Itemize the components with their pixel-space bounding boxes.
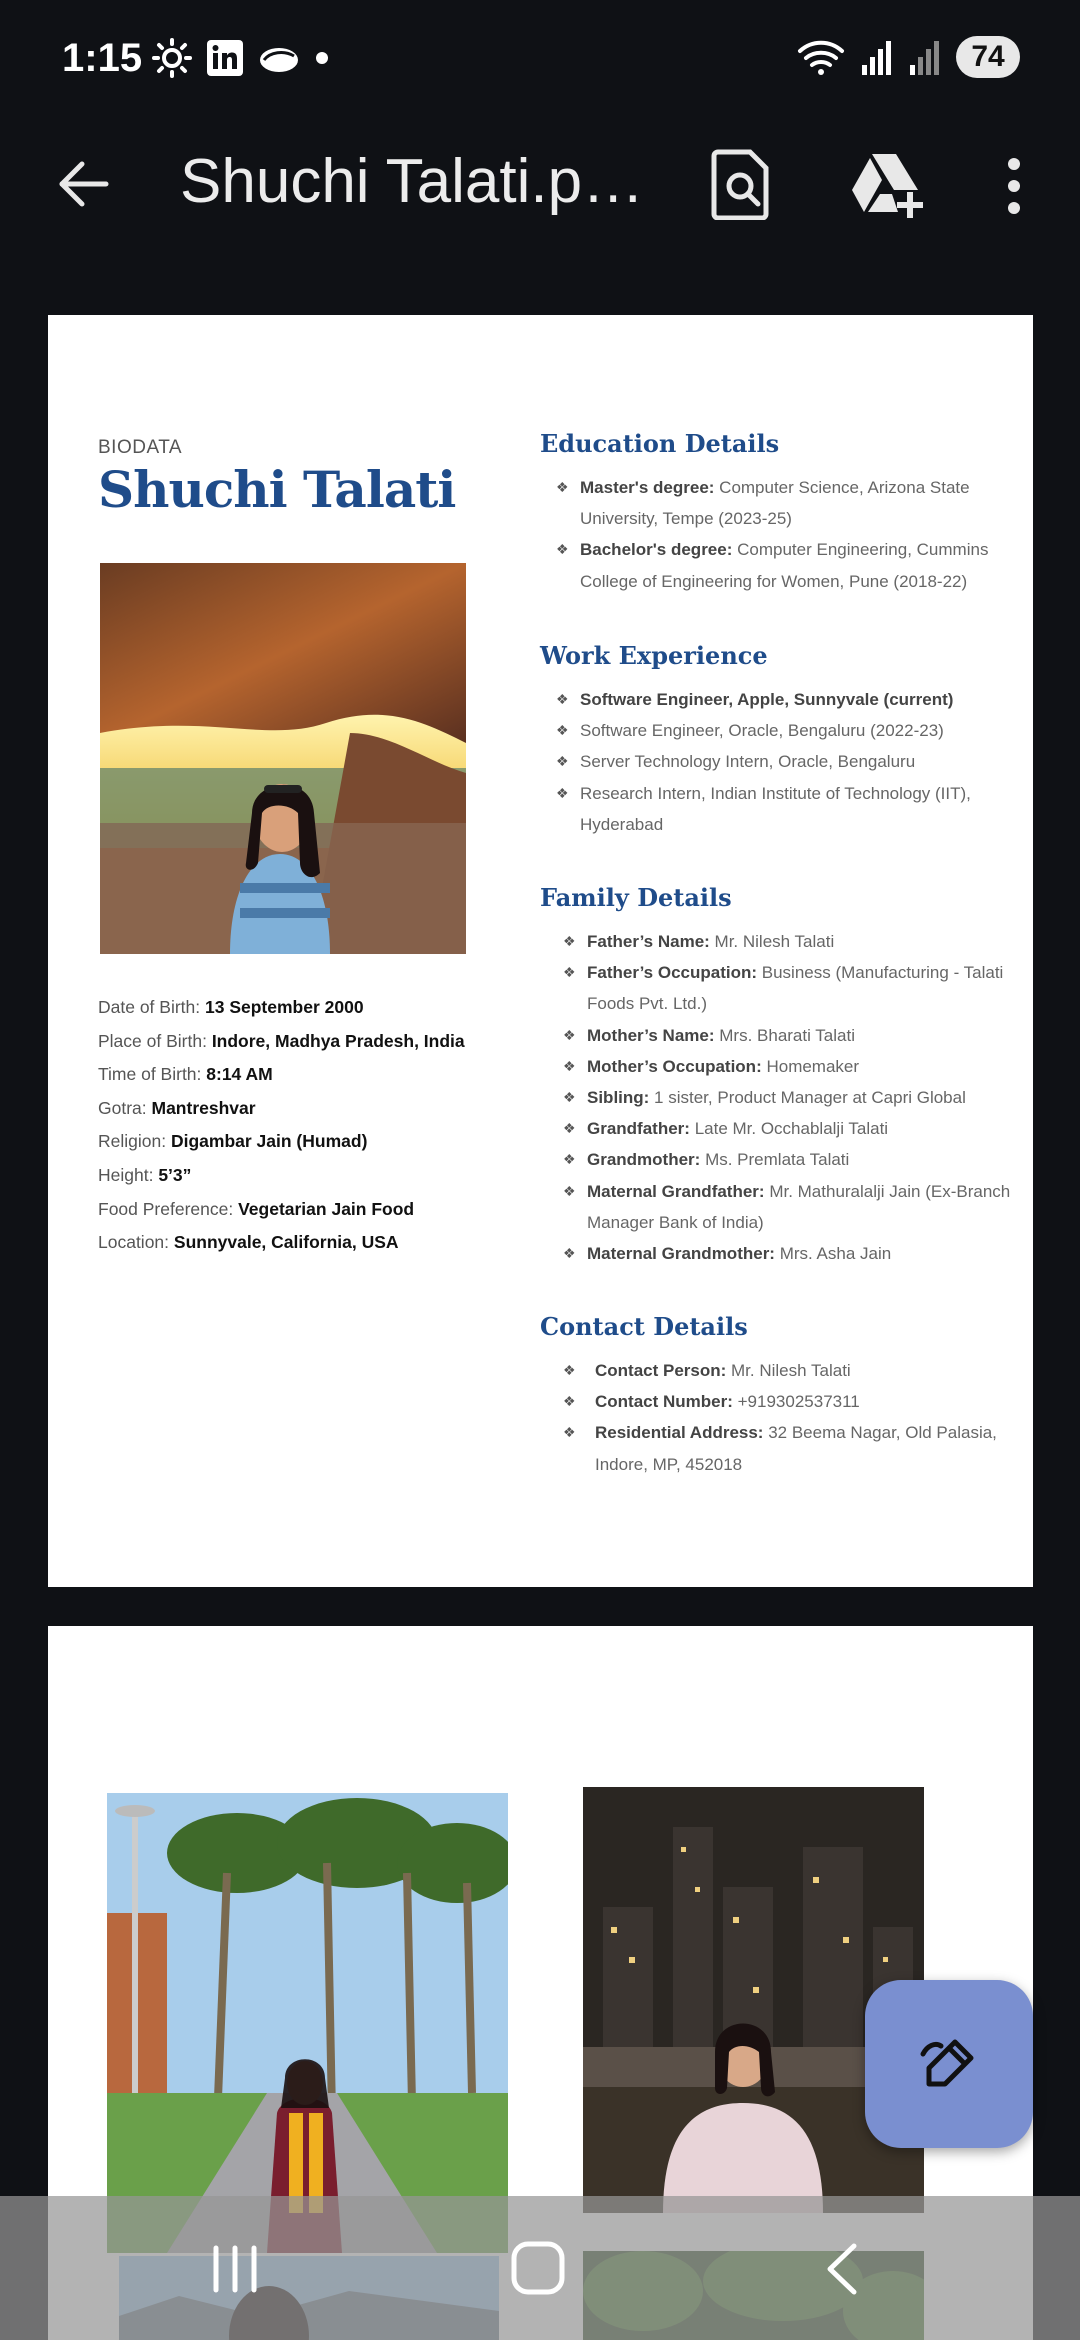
education-list (556, 472, 1016, 597)
contact-title: Contact Details (540, 1312, 748, 1341)
education-title: Education Details (540, 429, 780, 458)
list-item: ❖ Sibling: 1 sister, Product Manager at Capri Global (563, 1082, 1018, 1113)
info-row-pob: Place of Birth: Indore, Madhya Pradesh, India (98, 1030, 465, 1051)
home-icon[interactable] (510, 2240, 566, 2296)
annotate-fab[interactable] (865, 1980, 1033, 2148)
pdf-page-1[interactable] (48, 315, 1033, 1587)
list-item: ❖ Father’s Name: Mr. Nilesh Talati (563, 926, 1018, 957)
list-item: ❖ Residential Address: 32 Beema Nagar, Old Palasia, Indore, MP, 452018 (563, 1417, 1023, 1479)
info-row-gotra: Gotra: Mantreshvar (98, 1097, 256, 1118)
list-item: ❖ Contact Person: Mr. Nilesh Talati (563, 1355, 1023, 1386)
edit-pen-icon (919, 2034, 979, 2094)
list-item: ❖ Server Technology Intern, Oracle, Bengaluru (556, 746, 1016, 777)
list-item: ❖ Grandfather: Late Mr. Occhablalji Talati (563, 1113, 1018, 1144)
list-item: ❖ Mother’s Name: Mrs. Bharati Talati (563, 1020, 1018, 1051)
info-row-height: Height: 5’3” (98, 1164, 192, 1185)
list-item: ❖ Maternal Grandmother: Mrs. Asha Jain (563, 1238, 1018, 1269)
list-item: ❖ Maternal Grandfather: Mr. Mathuralalji Jain (Ex-Branch Manager Bank of India) (563, 1176, 1018, 1238)
find-in-page-icon[interactable] (710, 148, 774, 220)
signal-icon (860, 37, 894, 77)
list-item: ❖ Bachelor's degree: Computer Engineering, Cummins College of Engineering for Women, Pune (2018-22) (556, 534, 1016, 596)
drive-add-icon[interactable] (850, 150, 926, 220)
list-item: ❖ Grandmother: Ms. Premlata Talati (563, 1144, 1018, 1175)
sun-icon (152, 38, 192, 78)
back-icon[interactable] (822, 2242, 862, 2296)
biodata-label: BIODATA (98, 437, 183, 458)
list-item: ❖ Mother’s Occupation: Homemaker (563, 1051, 1018, 1082)
info-row-dob: Date of Birth: 13 September 2000 (98, 997, 364, 1017)
list-item: ❖ Master's degree: Computer Science, Arizona State University, Tempe (2023-25) (556, 472, 1016, 534)
linkedin-icon (206, 39, 244, 77)
work-list (556, 684, 1016, 840)
graduation-photo (107, 1793, 508, 2253)
list-item: ❖ Research Intern, Indian Institute of Technology (IIT), Hyderabad (556, 778, 1016, 840)
cloud-icon (258, 40, 300, 76)
info-row-food: Food Preference: Vegetarian Jain Food (98, 1198, 415, 1219)
recents-icon[interactable] (210, 2244, 260, 2294)
battery-indicator: 74 (956, 36, 1020, 78)
status-time: 1:15 (62, 36, 143, 80)
signal-icon (908, 37, 942, 77)
info-row-religion: Religion: Digambar Jain (Humad) (98, 1131, 368, 1152)
list-item: ❖ Software Engineer, Apple, Sunnyvale (current) (556, 684, 1016, 715)
status-bar (0, 0, 1080, 120)
system-nav-bar (0, 2196, 1080, 2340)
list-item: ❖ Contact Number: +919302537311 (563, 1386, 1023, 1417)
more-vertical-icon[interactable] (1000, 154, 1028, 218)
info-row-tob: Time of Birth: 8:14 AM (98, 1064, 273, 1085)
list-item: ❖ Father’s Occupation: Business (Manufacturing - Talati Foods Pvt. Ltd.) (563, 957, 1018, 1019)
system-icons (796, 36, 1020, 78)
dot-icon (314, 50, 330, 66)
wifi-icon (796, 37, 846, 77)
list-item: ❖ Software Engineer, Oracle, Bengaluru (2022-23) (556, 715, 1016, 746)
personal-info-list (98, 997, 518, 1266)
person-name: Shuchi Talati (98, 460, 456, 519)
family-list (563, 926, 1018, 1269)
family-title: Family Details (540, 883, 732, 912)
document-title: Shuchi Talati.p… (180, 147, 645, 216)
work-title: Work Experience (540, 641, 768, 670)
app-bar (0, 120, 1080, 250)
back-arrow-icon[interactable] (52, 152, 116, 216)
notification-icons (152, 38, 330, 78)
profile-photo (100, 563, 466, 954)
info-row-location: Location: Sunnyvale, California, USA (98, 1232, 399, 1253)
contact-list (563, 1355, 1023, 1480)
